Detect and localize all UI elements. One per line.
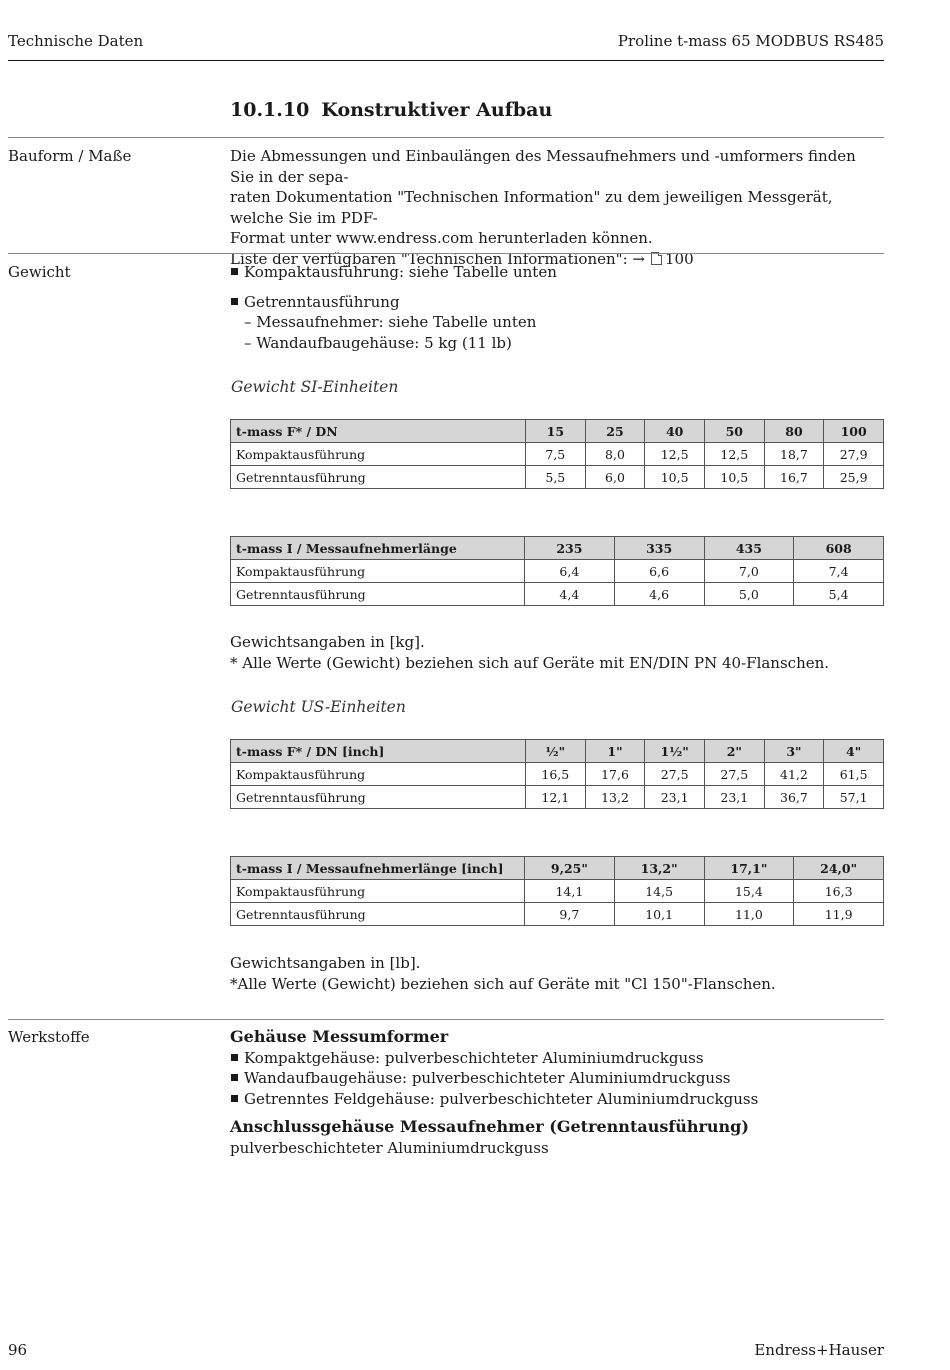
- table-cell: 14,1: [525, 880, 615, 903]
- note-kg-unit: Gewichtsangaben in [kg].: [230, 633, 425, 651]
- section-heading: [230, 99, 552, 121]
- note-flange-us: *Alle Werte (Gewicht) beziehen sich auf Geräte mit "Cl 150"-Flanschen.: [230, 974, 776, 993]
- table-cell: 57,1: [824, 786, 884, 809]
- table-header-cell: 1": [585, 740, 645, 763]
- table-header-cell: 2": [704, 740, 764, 763]
- table-cell: 6,6: [614, 560, 704, 583]
- header-section-title: Technische Daten: [8, 32, 144, 50]
- table-header-cell: 9,25": [525, 857, 615, 880]
- table-cell: 23,1: [704, 786, 764, 809]
- header-product-name: Proline t-mass 65 MODBUS RS485: [617, 32, 884, 50]
- table-cell: 12,5: [704, 443, 764, 466]
- bauform-line-1: Die Abmessungen und Einbaulängen des Messaufnehmers und -umformers finden Sie in der sepa-: [230, 147, 856, 186]
- notes-us: [230, 953, 884, 994]
- table-cell: 17,6: [585, 763, 645, 786]
- heading-anschlussgehaeuse: Anschlussgehäuse Messaufnehmer (Getrenntausführung): [230, 1117, 749, 1136]
- label-bauform: Bauform / Maße: [8, 147, 132, 165]
- table-cell: 5,5: [526, 466, 586, 489]
- table-cell: 9,7: [525, 903, 615, 926]
- bauform-line-3: Format unter www.endress.com herunterladen können.: [230, 229, 653, 247]
- gewicht-list: [230, 262, 884, 353]
- table-cell: 7,5: [526, 443, 586, 466]
- table-cell: 4,4: [525, 583, 615, 606]
- table-header-cell: 1½": [645, 740, 705, 763]
- table-cell: 4,6: [614, 583, 704, 606]
- table-header-cell: 4": [824, 740, 884, 763]
- table-cell: 23,1: [645, 786, 705, 809]
- table-cell: 12,5: [645, 443, 705, 466]
- arrow-icon: →: [632, 249, 645, 268]
- sub-wandaufbau: – Wandaufbaugehäuse: 5 kg (11 lb): [244, 333, 512, 352]
- table-cell: 10,5: [645, 466, 705, 489]
- table-cell: 16,5: [526, 763, 586, 786]
- table-header-cell: 15: [526, 420, 586, 443]
- list-item: Getrenntes Feldgehäuse: pulverbeschichteter Aluminiumdruckguss: [230, 1089, 884, 1110]
- table-cell: 5,4: [794, 583, 884, 606]
- table-header-cell: 435: [704, 537, 794, 560]
- table-cell: 16,7: [764, 466, 824, 489]
- table-cell: Kompaktausführung: [231, 560, 525, 583]
- table-header-cell: 100: [824, 420, 884, 443]
- table-cell: Getrenntausführung: [231, 466, 526, 489]
- label-gewicht: Gewicht: [8, 263, 71, 281]
- werkstoffe-content: [230, 1027, 884, 1158]
- table-cell: 27,5: [704, 763, 764, 786]
- table-cell: 11,9: [794, 903, 884, 926]
- table-cell: Getrenntausführung: [231, 903, 525, 926]
- table-header-cell: ½": [526, 740, 586, 763]
- table-header-cell: 3": [764, 740, 824, 763]
- brand-name: Endress+Hauser: [754, 1341, 884, 1359]
- caption-si: Gewicht SI-Einheiten: [231, 378, 399, 396]
- table-cell: Getrenntausführung: [231, 583, 525, 606]
- table-header-cell: 40: [645, 420, 705, 443]
- header-rule: [8, 60, 884, 61]
- table-header-cell: t-mass I / Messaufnehmerlänge: [231, 537, 525, 560]
- caption-us: Gewicht US-Einheiten: [231, 698, 406, 716]
- divider-bauform: [8, 137, 884, 138]
- table-cell: 41,2: [764, 763, 824, 786]
- table-cell: Kompaktausführung: [231, 443, 526, 466]
- table-cell: 8,0: [585, 443, 645, 466]
- table-cell: 6,0: [585, 466, 645, 489]
- note-flange-si: * Alle Werte (Gewicht) beziehen sich auf Geräte mit EN/DIN PN 40-Flanschen.: [230, 653, 830, 672]
- bauform-list-text: Liste der verfügbaren "Technischen Informationen":: [230, 249, 628, 268]
- table-cell: Getrenntausführung: [231, 786, 526, 809]
- table-si-f: [230, 419, 884, 489]
- table-cell: 12,1: [526, 786, 586, 809]
- heading-gehaeuse-messumformer: Gehäuse Messumformer: [230, 1027, 449, 1046]
- table-header-cell: 80: [764, 420, 824, 443]
- bauform-line-2: raten Dokumentation "Technischen Information" zu dem jeweiligen Messgerät, welche Sie im PDF-: [230, 188, 833, 227]
- table-cell: 10,5: [704, 466, 764, 489]
- table-cell: 10,1: [614, 903, 704, 926]
- table-header-row: [231, 857, 884, 880]
- table-header-cell: 25: [585, 420, 645, 443]
- table-row: [231, 466, 884, 489]
- table-header-cell: 13,2": [614, 857, 704, 880]
- sub-messaufnehmer: – Messaufnehmer: siehe Tabelle unten: [244, 313, 537, 331]
- table-row: [231, 903, 884, 926]
- label-werkstoffe: Werkstoffe: [8, 1028, 90, 1046]
- table-header-cell: 235: [525, 537, 615, 560]
- bullet-getrennt: Getrenntausführung: [230, 292, 884, 313]
- page-reference[interactable]: 100: [664, 249, 694, 268]
- divider-werkstoffe: [8, 1019, 884, 1020]
- table-us-i: [230, 856, 884, 926]
- table-si-i: [230, 536, 884, 606]
- table-cell: 18,7: [764, 443, 824, 466]
- notes-si: [230, 632, 884, 673]
- note-lb-unit: Gewichtsangaben in [lb].: [230, 954, 421, 972]
- table-cell: 16,3: [794, 880, 884, 903]
- table-cell: 61,5: [824, 763, 884, 786]
- table-row: [231, 583, 884, 606]
- table-cell: 27,9: [824, 443, 884, 466]
- bullet-kompakt: Kompaktausführung: siehe Tabelle unten: [230, 262, 884, 283]
- table-header-row: [231, 537, 884, 560]
- table-header-cell: 24,0": [794, 857, 884, 880]
- table-cell: 7,0: [704, 560, 794, 583]
- table-cell: 5,0: [704, 583, 794, 606]
- table-row: [231, 443, 884, 466]
- table-row: [231, 763, 884, 786]
- table-cell: 36,7: [764, 786, 824, 809]
- table-header-cell: t-mass F* / DN [inch]: [231, 740, 526, 763]
- table-cell: 11,0: [704, 903, 794, 926]
- table-cell: 14,5: [614, 880, 704, 903]
- table-cell: 27,5: [645, 763, 705, 786]
- table-row: [231, 880, 884, 903]
- list-item: Wandaufbaugehäuse: pulverbeschichteter Aluminiumdruckguss: [230, 1068, 884, 1089]
- table-header-cell: 50: [704, 420, 764, 443]
- bauform-text: [230, 146, 884, 269]
- table-header-cell: 335: [614, 537, 704, 560]
- table-header-cell: t-mass F* / DN: [231, 420, 526, 443]
- divider-gewicht: [8, 253, 884, 254]
- table-header-cell: 608: [794, 537, 884, 560]
- table-cell: 13,2: [585, 786, 645, 809]
- table-row: [231, 786, 884, 809]
- table-cell: 7,4: [794, 560, 884, 583]
- anschlussgehaeuse-material: pulverbeschichteter Aluminiumdruckguss: [230, 1138, 549, 1157]
- list-item: Kompaktgehäuse: pulverbeschichteter Aluminiumdruckguss: [230, 1048, 884, 1069]
- table-header-row: [231, 740, 884, 763]
- table-header-cell: 17,1": [704, 857, 794, 880]
- table-us-f: [230, 739, 884, 809]
- table-cell: 25,9: [824, 466, 884, 489]
- section-title: Konstruktiver Aufbau: [321, 99, 553, 121]
- table-cell: Kompaktausführung: [231, 880, 525, 903]
- table-cell: 15,4: [704, 880, 794, 903]
- section-number: 10.1.10: [230, 99, 310, 121]
- page-number: 96: [8, 1341, 28, 1359]
- table-cell: 6,4: [525, 560, 615, 583]
- table-header-cell: t-mass I / Messaufnehmerlänge [inch]: [231, 857, 525, 880]
- table-row: [231, 560, 884, 583]
- table-cell: Kompaktausführung: [231, 763, 526, 786]
- table-header-row: [231, 420, 884, 443]
